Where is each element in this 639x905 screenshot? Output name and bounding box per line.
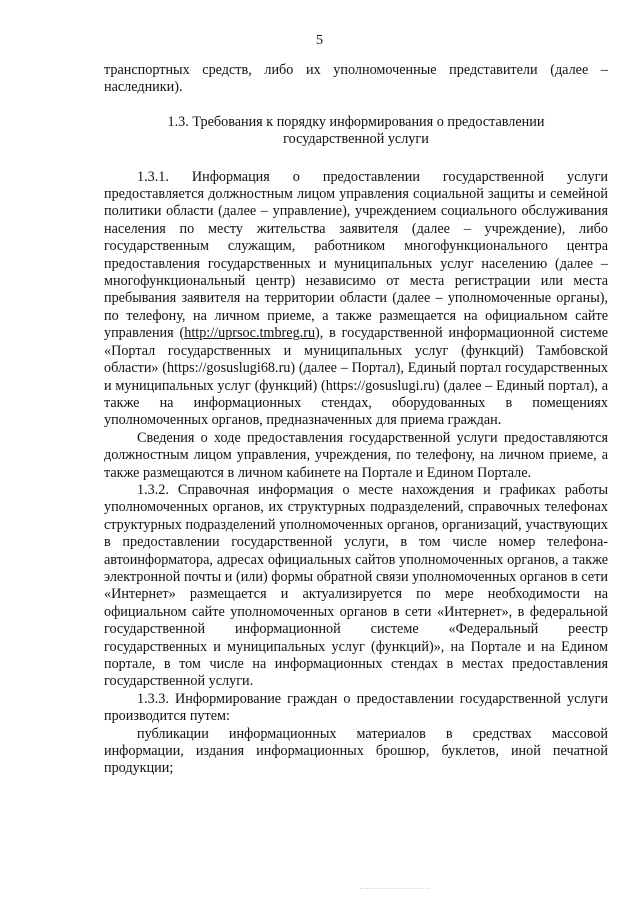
paragraph-status-info: Сведения о ходе предоставления государственной услуги предоставляются должностным лицом управления, учреждения, по телефону, на личном приеме, а также размещаются в личном кабинете на Портале и Едином Портале. <box>104 429 608 481</box>
paragraph-1-3-1-text-end: ), в государственной информационной системе «Портал государственных и муниципальных услуг (функций) Тамбовской области» (https://gosuslugi68.ru) (далее – Портал), Единый портал государственных и муниципальных услуг (функций) (https://gosuslugi.ru) (далее – Единый портал), а также на информационных стендах, оборудованных в помещениях уполномоченных органов, предназначенных для приема граждан. <box>104 325 608 429</box>
uprsoc-link[interactable]: http://uprsoc.tmbreg.ru <box>184 325 316 342</box>
paragraph-1-3-3: 1.3.3. Информирование граждан о предоставлении государственной услуги производится путем: <box>104 690 608 725</box>
paragraph-publications: публикации информационных материалов в средствах массовой информации, издания информационных брошюр, буклетов, иной печатной продукции; <box>104 725 608 777</box>
continuation-paragraph: транспортных средств, либо их уполномоченные представители (далее – наследники). <box>104 62 608 96</box>
section-heading: 1.3. Требования к порядку информирования о предоставлении государственной услуги <box>167 113 545 148</box>
faint-scan-mark <box>360 888 430 895</box>
page-number: 5 <box>316 33 323 48</box>
paragraph-1-3-1 <box>104 169 608 430</box>
document-body <box>104 62 608 778</box>
paragraph-1-3-2: 1.3.2. Справочная информация о месте нахождения и графиках работы уполномоченных органов, их структурных подразделений, справочных телефонах структурных подразделений уполномоченных органов, организаций, участвующих в предоставлении государственной услуги, в том числе номер телефона-автоинформатора, адресах официальных сайтов уполномоченных органов, а также электронной почты и (или) формы обратной связи уполномоченных органов в сети «Интернет» размещается и актуализируется по мере необходимости на официальном сайте уполномоченных органов в сети «Интернет», в федеральной государственной информационной системе «Федеральный реестр государственных и муниципальных услуг (функций)», на Портале и на Едином портале, в том числе на информационных стендах в местах предоставления государственной услуги. <box>104 481 608 690</box>
paragraph-1-3-1-text-start: 1.3.1. Информация о предоставлении государственной услуги предоставляется должностным лицом управления социальной защиты и семейной политики области (далее – управление), учреждением социального обслуживания населения по месту жительства заявителя (далее – учреждение), либо государственным служащим, работником многофункционального центра предоставления государственных и муниципальных услуг населению (далее – многофункциональный центр) независимо от места регистрации или места пребывания заявителя на территории области (далее – уполномоченные органы), по телефону, на личном приеме, а также размещается на официальном сайте управления ( <box>104 168 608 342</box>
